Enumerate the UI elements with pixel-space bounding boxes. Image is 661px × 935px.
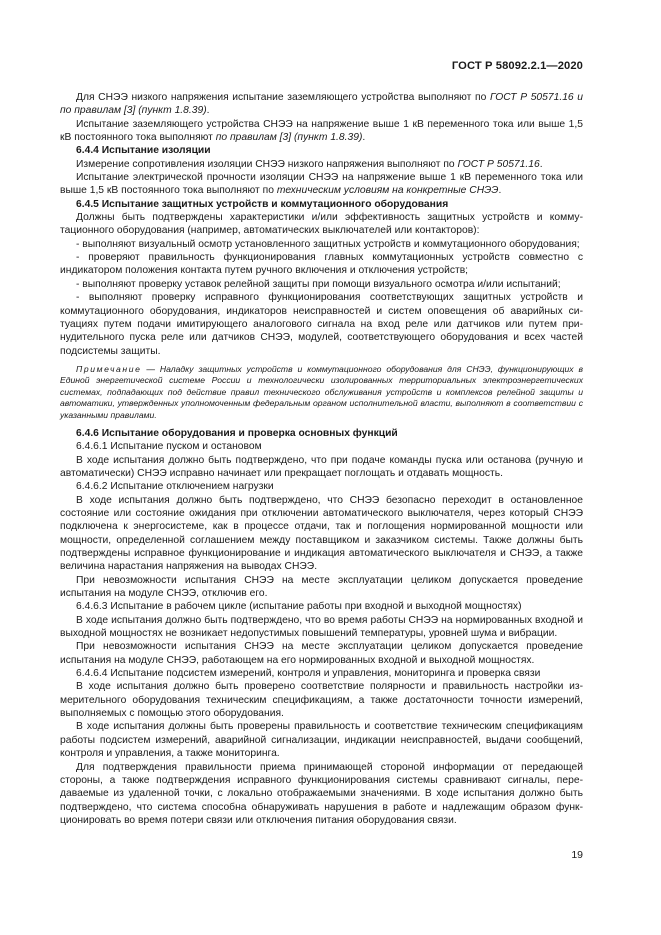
body-paragraph: [60, 640, 583, 667]
body-paragraph: [60, 278, 583, 291]
body-paragraph: [60, 480, 583, 493]
body-paragraph: [60, 680, 583, 720]
text-run: Измерение сопротивления изоляции СНЭЭ низкого напряжения выполняют по: [76, 158, 458, 170]
text-run: В ходе испытания должны быть проверены правильность и соответствие техническим спецификациям работы подсистем измерений, аварийной сигнализации, индикации неисправностей, выдачи сообщений, контроля и управления, а также мониторинга.: [60, 721, 583, 760]
text-run: Для СНЭЭ низкого напряжения испытание заземляющего устройства выполняют по: [76, 92, 490, 103]
text-run: .: [539, 158, 543, 170]
text-run: В ходе испытания должно быть проверено соответствие полярности и правильность настройки измерительного оборудования техническим спецификациям, а также достаточности точности измерений, выполняемых с помощью этого оборудования.: [60, 681, 583, 720]
body-paragraph: [60, 440, 583, 453]
text-run: - проверяют правильность функционирования главных коммутационных устройств совместно с индикатором положения контакта путем ручного включения и отключения устройств;: [60, 252, 583, 277]
body-paragraph: [60, 291, 583, 358]
text-run: При невозможности испытания СНЭЭ на месте эксплуатации целиком допускается проведение испытания на модуле СНЭЭ, работающем на его нормированных входной и выходной мощностях.: [60, 641, 583, 666]
italic-reference: ГОСТ Р 50571.16: [457, 158, 540, 170]
body-paragraph: [60, 614, 583, 641]
text-run: 6.4.6.2 Испытание отключением нагрузки: [76, 481, 274, 493]
document-body: [60, 91, 583, 827]
text-run: 6.4.6.4 Испытание подсистем измерений, контроля и управления, мониторинга и проверка связи: [76, 668, 541, 680]
body-paragraph: [60, 171, 583, 198]
text-run: 6.4.4 Испытание изоляции: [76, 145, 211, 157]
body-paragraph: [60, 494, 583, 574]
body-paragraph: [60, 761, 583, 828]
body-paragraph: [60, 211, 583, 238]
body-paragraph: [60, 251, 583, 278]
section-heading: [60, 144, 583, 157]
text-run: 6.4.6 Испытание оборудования и проверка основных функций: [76, 427, 398, 439]
body-paragraph: [60, 667, 583, 680]
text-run: Должны быть подтверждены характеристики и/или эффективность защитных устройств и коммутационного оборудования (например, автоматических выключателей или контакторов):: [60, 212, 583, 237]
italic-reference: ГОСТ Р 50571.16 и по правилам [3] (пункт 1.8.39): [60, 92, 583, 117]
italic-reference: по правилам [3] (пункт 1.8.39): [215, 132, 363, 144]
text-run: В ходе испытания должно быть подтверждено, что СНЭЭ безопасно переходит в остановленное состояние или состояние ожидания при отключении автоматического выключателя, через который СНЭЭ подключена к энергосистеме, как в процессе отдачи, так и поглощения нормированной мощности или мощности, определенной соглашением между поставщиком и заказчиком системы. Также должны быть подтверждены исправное функционирование и индикация автоматического выключателя и СНЭЭ, а также величина нарастания напряжения на выводах СНЭЭ.: [60, 494, 583, 573]
text-run: 6.4.5 Испытание защитных устройств и коммутационного оборудования: [76, 198, 449, 210]
text-run: .: [362, 132, 366, 144]
text-run: - выполняют проверку уставок релейной защиты при помощи визуального осмотра и/или испытаний;: [76, 278, 561, 290]
body-paragraph: [60, 238, 583, 251]
text-run: В ходе испытания должно быть подтверждено, что при подаче команды пуска или останова (ручную и автоматически) СНЭЭ исправно начинает или прекращает поглощать и отдавать мощность.: [60, 454, 583, 479]
page-number: 19: [571, 849, 583, 861]
note-label: Примечание: [76, 363, 142, 374]
body-paragraph: [60, 454, 583, 481]
text-run: Для подтверждения правильности приема принимающей стороной информации от передающей стороны, а также подтверждения исправного функционирования системы сравнивают сигналы, передаваемые из удаленной точки, с локально отображаемыми значениями. В ходе испытания должно быть подтверждено, что система способна обнаруживать нарушения в работе и надлежащим образом функционировать во время потери связи или отключения питания оборудования связи.: [60, 761, 583, 826]
body-paragraph: [60, 600, 583, 613]
text-run: - выполняют визуальный осмотр установленного защитных устройств и коммутационного оборудования;: [76, 238, 580, 250]
text-run: В ходе испытания должно быть подтверждено, что во время работы СНЭЭ на нормированных входной и выходной мощностях не возникает недопустимых повышений температуры, уровней шума и вибрации.: [60, 614, 583, 640]
italic-reference: техническим условиям на конкретные СНЭЭ: [276, 185, 499, 197]
body-paragraph: [60, 574, 583, 601]
note-text: — Наладку защитных устройств и коммутационного оборудования для СНЭЭ, функционирующих в Единой энергетической системе России и технологически изолированных территориальных электроэнергетических системах, подпадающих под действие правил технического обслуживания устройств и комплексов релейной защиты и автоматики, утвержденных уполномоченным федеральным органом исполнительной власти, выполняют в соответствии с указанными правилами.: [60, 363, 583, 420]
section-heading: [60, 198, 583, 211]
text-run: 6.4.6.1 Испытание пуском и остановом: [76, 441, 262, 453]
text-run: При невозможности испытания СНЭЭ на месте эксплуатации целиком допускается проведение испытания на модуле СНЭЭ, отключив его.: [60, 574, 583, 600]
standard-header: ГОСТ Р 58092.2.1—2020: [451, 60, 583, 72]
body-paragraph: [60, 118, 583, 145]
section-heading: [60, 427, 583, 440]
body-paragraph: [60, 158, 583, 171]
text-run: .: [498, 185, 502, 197]
text-run: Испытание заземляющего устройства СНЭЭ на напряжение выше 1 кВ переменного тока или выше 1,5 кВ постоянного тока выполняют: [60, 118, 583, 144]
body-paragraph: [60, 720, 583, 760]
body-paragraph: [60, 91, 583, 118]
text-run: 6.4.6.3 Испытание в рабочем цикле (испытание работы при входной и выходной мощностях): [76, 601, 522, 613]
text-run: Испытание электрической прочности изоляции СНЭЭ на напряжение выше 1 кВ переменного тока или выше 1,5 кВ постоянного тока выполняют по: [60, 172, 583, 197]
text-run: .: [206, 105, 210, 117]
note-paragraph: [60, 364, 583, 421]
text-run: - выполняют проверку исправного функционирования соответствующих защитных устройств и коммутационного оборудования, индикаторов неисправностей и систем оповещения об аварийных ситуациях путем подачи имитирующего аналогового сигнала на вход реле или датчиков или путем принудительного пуска реле или датчиков СНЭЭ, модулей, соответствующего оборудования и всех частей подсистемы защиты.: [60, 292, 583, 357]
